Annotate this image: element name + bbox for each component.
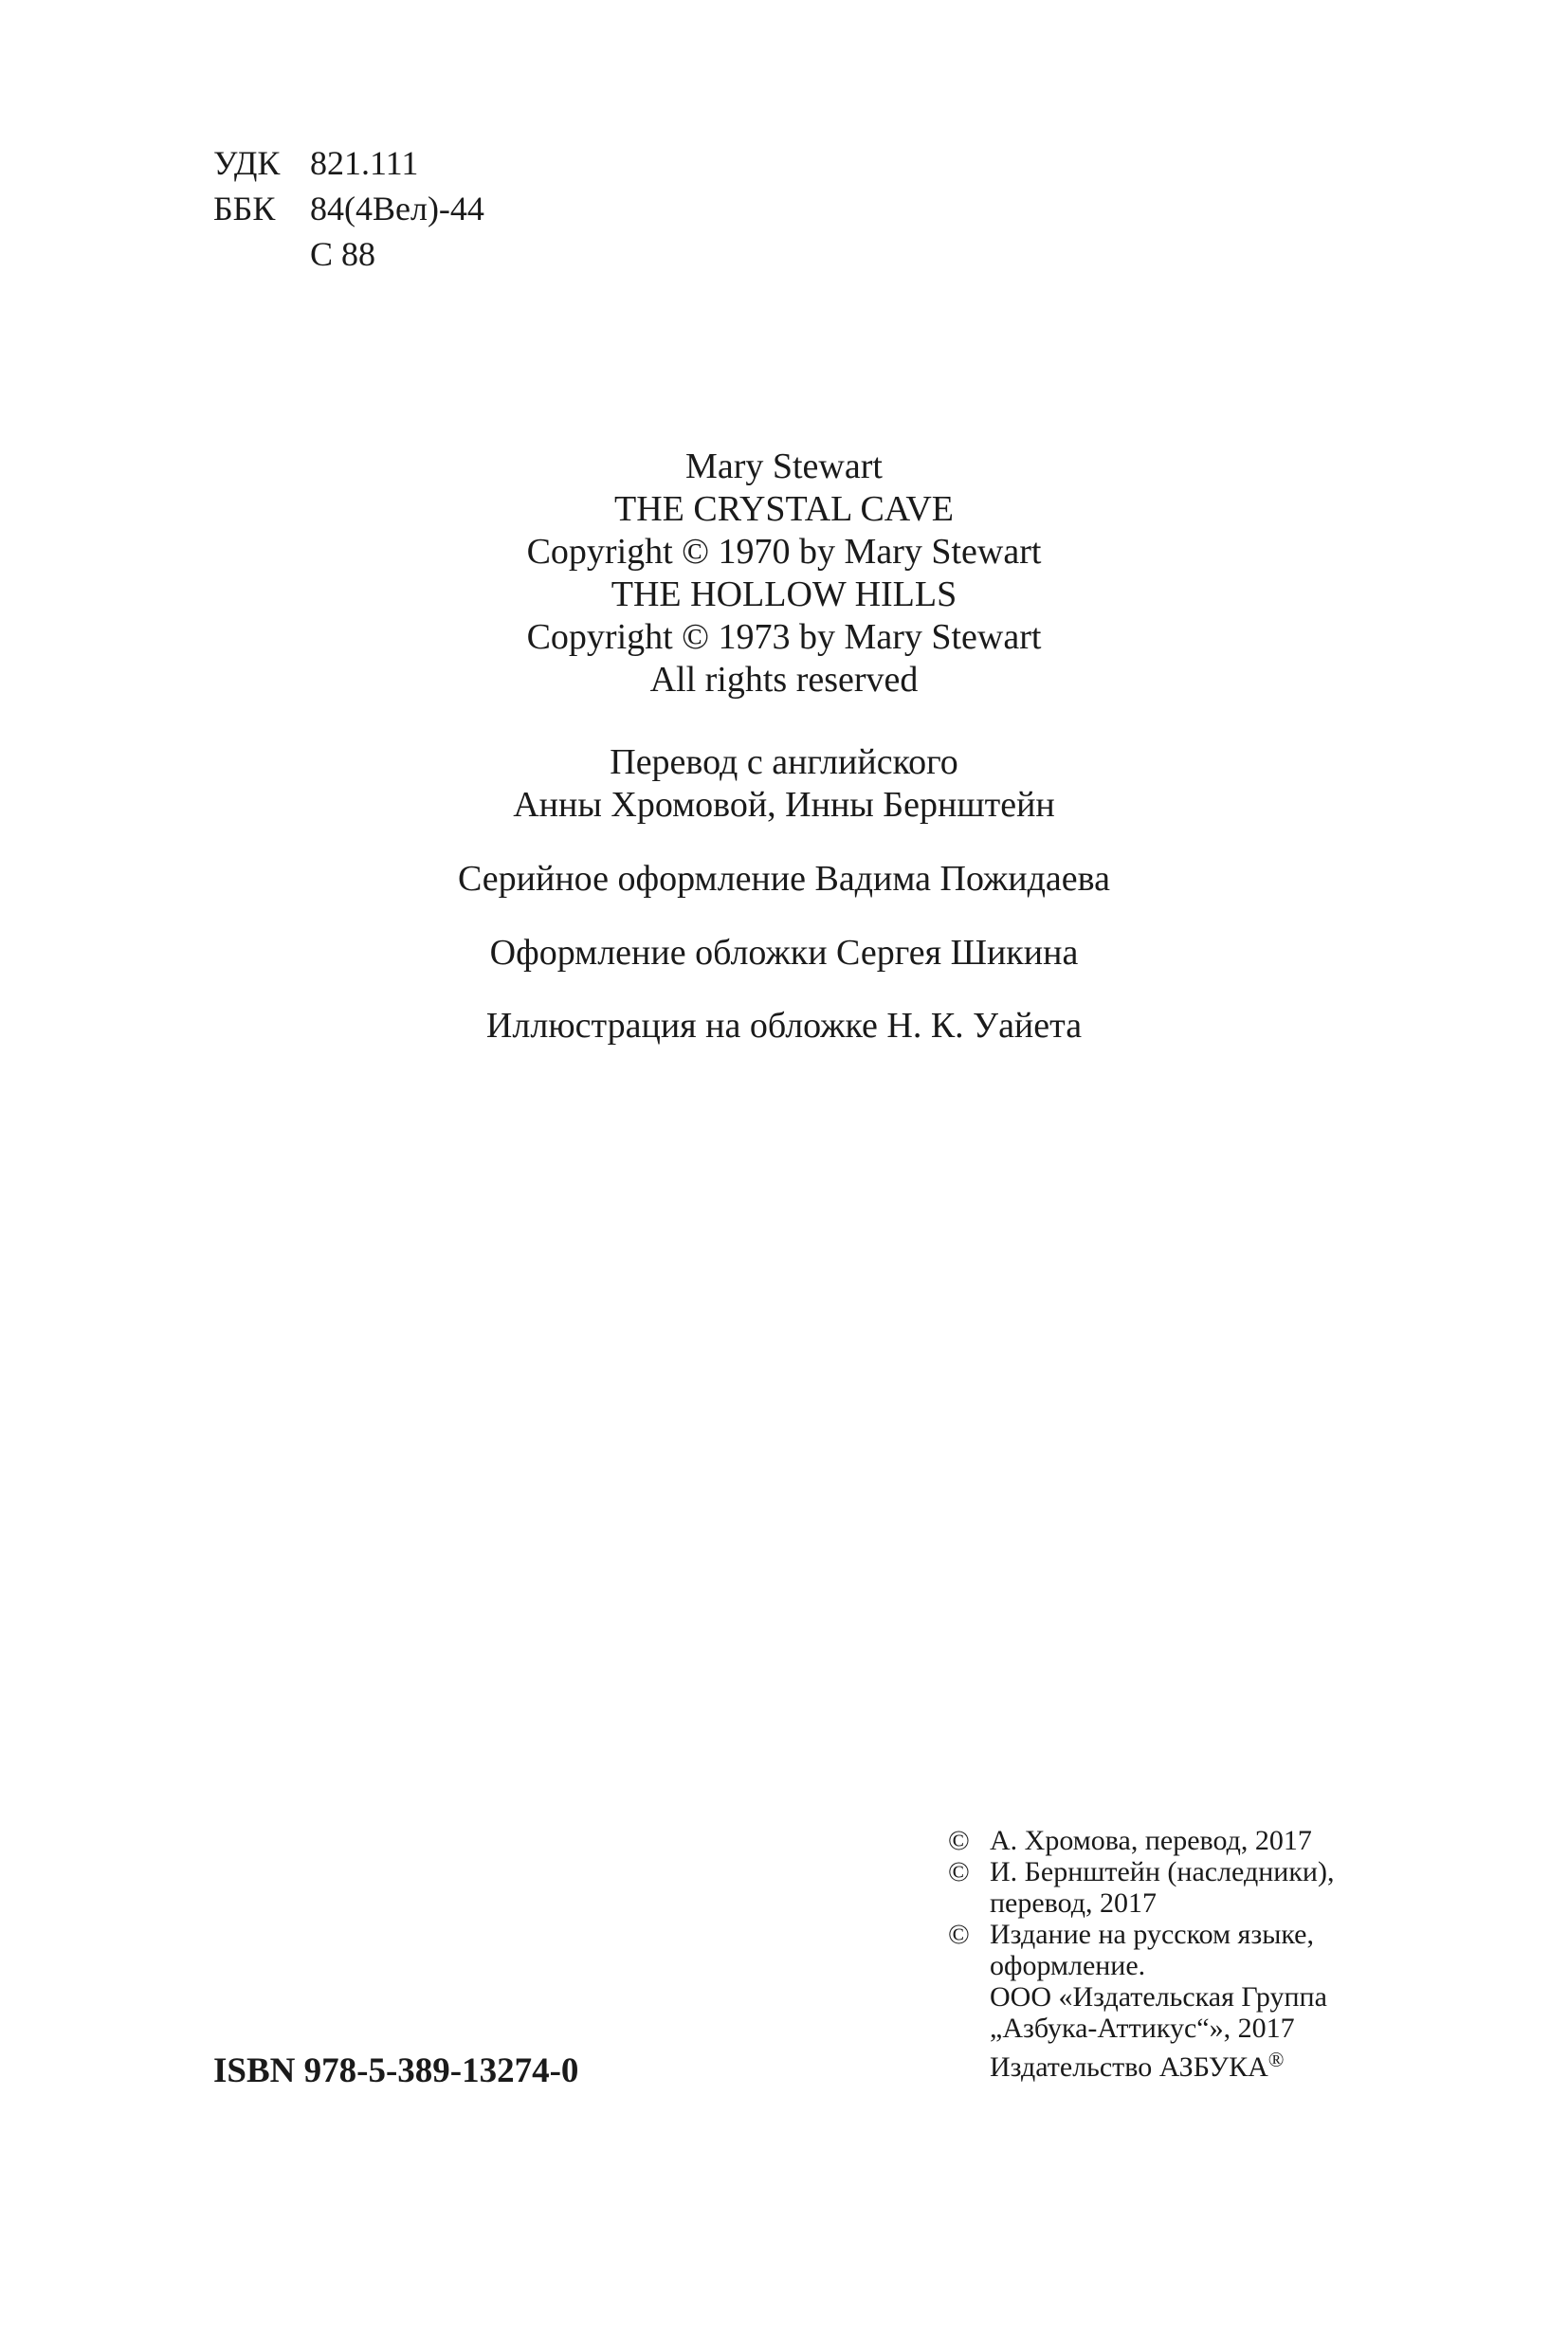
copyright-symbol: © xyxy=(948,1856,970,1887)
copyright-notice xyxy=(948,1825,1334,1856)
rights-reserved: All rights reserved xyxy=(649,660,919,700)
cover-illustration-credit: Иллюстрация на обложке Н. К. Уайета xyxy=(485,1006,1083,1046)
series-design-credit: Серийное оформление Вадима Пожидаева xyxy=(458,859,1110,899)
copyright-text: ООО «Издательская Группа xyxy=(990,1981,1327,2013)
copyright-symbol: © xyxy=(948,1919,970,1950)
publisher-name xyxy=(990,2044,1285,2083)
bbk-key: ББК xyxy=(213,190,276,228)
copyright-notice xyxy=(948,2044,1334,2083)
author-mark-row xyxy=(213,231,484,277)
copyright-line-1: Copyright © 1970 by Mary Stewart xyxy=(526,532,1042,572)
copyright-notices xyxy=(948,1825,1334,2083)
classification-block xyxy=(213,140,484,277)
copyright-text: А. Хромова, перевод, 2017 xyxy=(990,1825,1312,1856)
publisher-text: Издательство АЗБУКА xyxy=(990,2051,1268,2083)
copyright-text: перевод, 2017 xyxy=(990,1887,1158,1919)
udk-row xyxy=(213,140,484,186)
copyright-line-2: Copyright © 1973 by Mary Stewart xyxy=(526,617,1042,657)
copyright-notice xyxy=(948,1950,1334,1981)
copyright-notice xyxy=(948,1887,1334,1919)
translators: Анны Хромовой, Инны Бернштейн xyxy=(513,785,1055,825)
registered-mark: ® xyxy=(1267,2048,1285,2071)
copyright-notice xyxy=(948,1856,1334,1887)
udk-key: УДК xyxy=(213,144,281,182)
translation-credits xyxy=(0,741,1568,827)
copyright-text: оформление. xyxy=(990,1950,1146,1981)
copyright-notice xyxy=(948,1981,1334,2013)
bbk-row xyxy=(213,186,484,231)
cover-design-credit: Оформление обложки Сергея Шикина xyxy=(489,933,1079,973)
original-title-1: THE CRYSTAL CAVE xyxy=(614,489,954,529)
isbn: ISBN 978-5-389-13274-0 xyxy=(213,2051,579,2090)
udk-value: 821.111 xyxy=(310,144,419,182)
copyright-notice xyxy=(948,2013,1334,2044)
original-credits xyxy=(0,446,1568,702)
translation-label: Перевод с английского xyxy=(610,742,958,782)
copyright-symbol: © xyxy=(948,1825,970,1856)
bbk-value: 84(4Вел)-44 xyxy=(310,190,484,228)
copyright-text: „Азбука-Аттикус“», 2017 xyxy=(990,2013,1295,2044)
original-author: Mary Stewart xyxy=(685,447,883,486)
copyright-notice xyxy=(948,1919,1334,1950)
original-title-2: THE HOLLOW HILLS xyxy=(611,574,957,614)
copyright-text: Издание на русском языке, xyxy=(990,1919,1314,1950)
author-mark: С 88 xyxy=(310,235,376,273)
copyright-text: И. Бернштейн (наследники), xyxy=(990,1856,1335,1887)
